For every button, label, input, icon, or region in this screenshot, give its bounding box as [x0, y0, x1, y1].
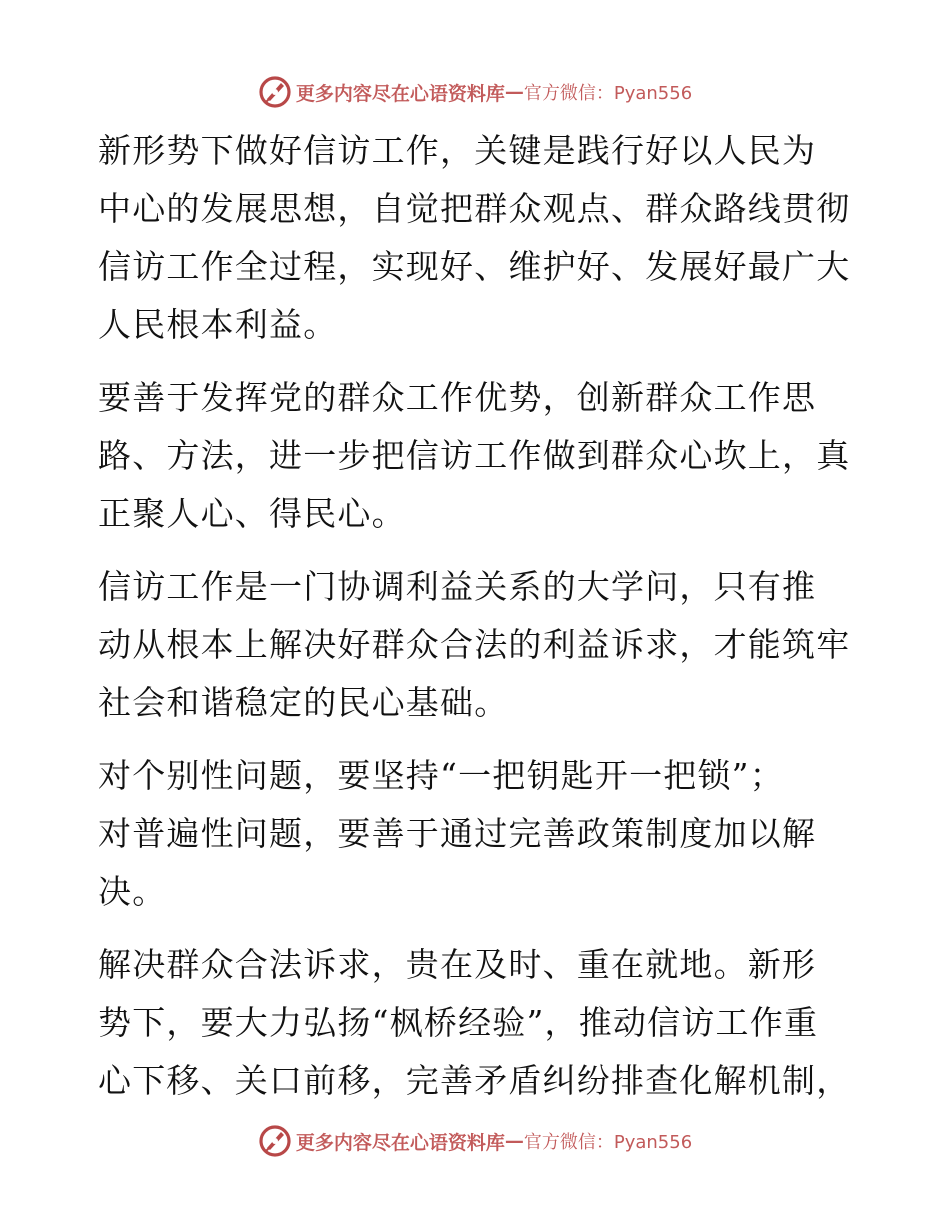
- text-line: 心下移、关口前移，完善矛盾纠纷排查化解机制，: [98, 1061, 851, 1100]
- footer-dash: —: [504, 1130, 524, 1152]
- text-line: 对普遍性问题，要善于通过完善政策制度加以解: [98, 814, 817, 853]
- paragraph: [98, 936, 858, 1110]
- paragraph: [98, 558, 858, 732]
- paragraph: [98, 747, 858, 921]
- text-line: 人民根本利益。: [98, 305, 338, 344]
- paragraph: [98, 122, 858, 354]
- text-line: 路、方法，进一步把信访工作做到群众心坎上，真: [98, 436, 851, 475]
- text-line: 要善于发挥党的群众工作优势，创新群众工作思: [98, 378, 817, 417]
- text-line: 对个别性问题，要坚持“一把钥匙开一把锁”；: [98, 756, 784, 795]
- text-line: 决。: [98, 872, 167, 911]
- quill-circle-logo-icon: [258, 1124, 292, 1158]
- text-line: 新形势下做好信访工作，关键是践行好以人民为: [98, 131, 817, 170]
- header-promo-text: 更多内容尽在心语资料库: [295, 82, 505, 105]
- footer-promo-text: 更多内容尽在心语资料库: [295, 1131, 505, 1154]
- text-line: 信访工作全过程，实现好、维护好、发展好最广大: [98, 247, 851, 286]
- text-line: 社会和谐稳定的民心基础。: [98, 683, 509, 722]
- header-wechat-text: 官方微信：Pyan556: [523, 83, 693, 104]
- quill-circle-logo-icon: [258, 75, 292, 109]
- text-line: 正聚人心、得民心。: [98, 494, 406, 533]
- text-line: 中心的发展思想，自觉把群众观点、群众路线贯彻: [98, 189, 851, 228]
- footer-banner: [0, 1121, 950, 1161]
- text-line: 动从根本上解决好群众合法的利益诉求，才能筑牢: [98, 625, 851, 664]
- text-line: 势下，要大力弘扬“枫桥经验”，推动信访工作重: [98, 1003, 819, 1042]
- header-banner: [0, 72, 950, 112]
- text-line: 信访工作是一门协调利益关系的大学问，只有推: [98, 567, 817, 606]
- text-line: 解决群众合法诉求，贵在及时、重在就地。新形: [98, 945, 817, 984]
- paragraph: [98, 369, 858, 543]
- document-body: [98, 122, 858, 1125]
- footer-wechat-text: 官方微信：Pyan556: [523, 1132, 693, 1153]
- header-dash: —: [504, 81, 524, 103]
